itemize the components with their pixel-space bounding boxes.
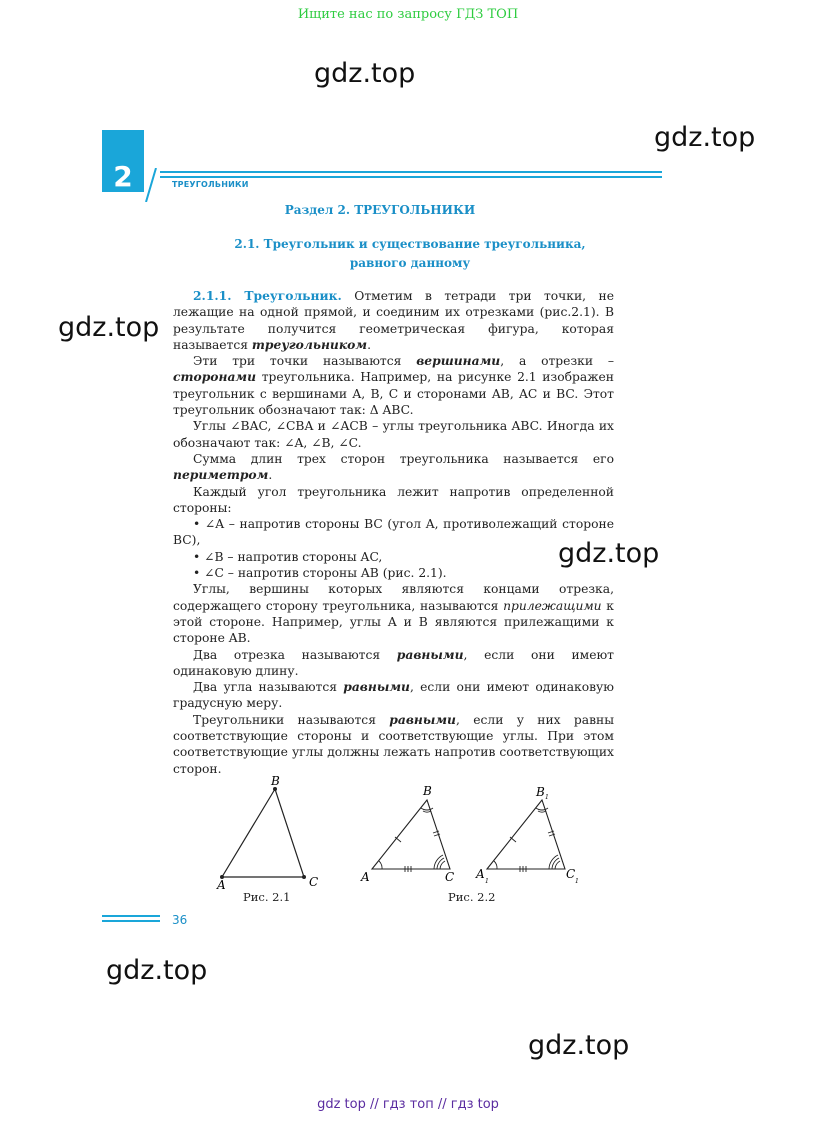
paragraph: Углы, вершины которых являются концами отрезка, содержащего сторону треугольника, называются прилежащими к этой стороне. Например, углы A и B являются прилежащими к стороне AB. bbox=[173, 582, 614, 646]
bullet-item: • ∠A – напротив стороны BC (угол A, противолежащий стороне BC), bbox=[173, 517, 614, 548]
paragraph: Эти три точки называются вершинами, а отрезки – сторонами треугольника. Например, на рисунке 2.1 изображен треугольник с вершинами A, B, C и сторонами AB, AC и BC. Этот треугольник обозначают так: Δ ABC. bbox=[173, 353, 615, 418]
top-search-link[interactable]: Ищите нас по запросу ГДЗ ТОП bbox=[297, 7, 519, 22]
watermark: gdz.top bbox=[558, 538, 660, 569]
chapter-running-title: ТРЕУГОЛЬНИКИ bbox=[172, 180, 249, 189]
body-text bbox=[173, 288, 614, 777]
vertex-label-a: A bbox=[217, 878, 226, 891]
paragraph: Два угла называются равными, если они имеют одинаковую градусную меру. bbox=[173, 679, 614, 711]
paragraph: Треугольники называются равными, если у них равны соответствующие стороны и соответствующие углы. При этом соответствующие углы должны лежать напротив соответствующих сторон. bbox=[173, 711, 614, 776]
section-title: Раздел 2. ТРЕУГОЛЬНИКИ bbox=[284, 203, 476, 217]
watermark: gdz.top bbox=[58, 312, 160, 343]
subscript: 1 bbox=[545, 794, 549, 801]
watermark: gdz.top bbox=[654, 122, 756, 153]
subscript: 1 bbox=[485, 878, 489, 885]
bullet-item: • ∠B – напротив стороны AC, bbox=[193, 549, 383, 564]
chapter-number: 2 bbox=[113, 160, 133, 193]
footer-rule bbox=[102, 915, 160, 917]
paragraph: Два отрезка называются равными, если они имеют одинаковую длину. bbox=[173, 646, 614, 678]
vertex-label-c: C bbox=[445, 870, 455, 884]
subsection-title: 2.1. Треугольник и существование треугольника, равного данному bbox=[234, 237, 586, 270]
vertex-label-b: B bbox=[423, 784, 432, 798]
figure-2-1-triangle bbox=[205, 773, 325, 891]
vertex-label-c1: C bbox=[566, 867, 576, 881]
header-rule bbox=[160, 171, 662, 173]
paragraph: 2.1.1. Треугольник. Отметим в тетради три точки, не лежащие на одной прямой, и соединим их отрезками (рис.2.1). В результате получится геометрическая фигура, которая называется треугольником. bbox=[173, 288, 614, 352]
vertex-label-a: A bbox=[361, 870, 370, 884]
header-rule bbox=[160, 176, 662, 178]
footer-rule bbox=[102, 920, 160, 922]
watermark: gdz.top bbox=[314, 58, 416, 89]
vertex-label-c: C bbox=[309, 875, 319, 889]
bullet-item: • ∠C – напротив стороны AB (рис. 2.1). bbox=[193, 566, 447, 581]
paragraph: Каждый угол треугольника лежит напротив определенной стороны: bbox=[173, 484, 614, 515]
page-number: 36 bbox=[172, 913, 188, 927]
watermark: gdz.top bbox=[106, 955, 208, 986]
vertex-label-b: B bbox=[271, 774, 280, 788]
subscript: 1 bbox=[575, 878, 579, 885]
paragraph: Сумма длин трех сторон треугольника называется его периметром. bbox=[173, 451, 614, 483]
vertex-label-b1: B bbox=[536, 785, 545, 799]
paragraph: Углы ∠BAC, ∠CBA и ∠ACB – углы треугольника ABC. Иногда их обозначают так: ∠A, ∠B, ∠C. bbox=[173, 419, 614, 450]
watermark: gdz.top bbox=[528, 1030, 630, 1061]
bottom-links[interactable]: gdz top // гдз топ // гдз top bbox=[317, 1097, 499, 1112]
figure-caption: Рис. 2.1 bbox=[243, 890, 291, 904]
figure-caption: Рис. 2.2 bbox=[448, 890, 496, 904]
vertex-label-a1: A bbox=[476, 867, 485, 881]
chapter-slash-decoration bbox=[144, 168, 158, 202]
figure-2-2-triangles bbox=[355, 782, 595, 892]
